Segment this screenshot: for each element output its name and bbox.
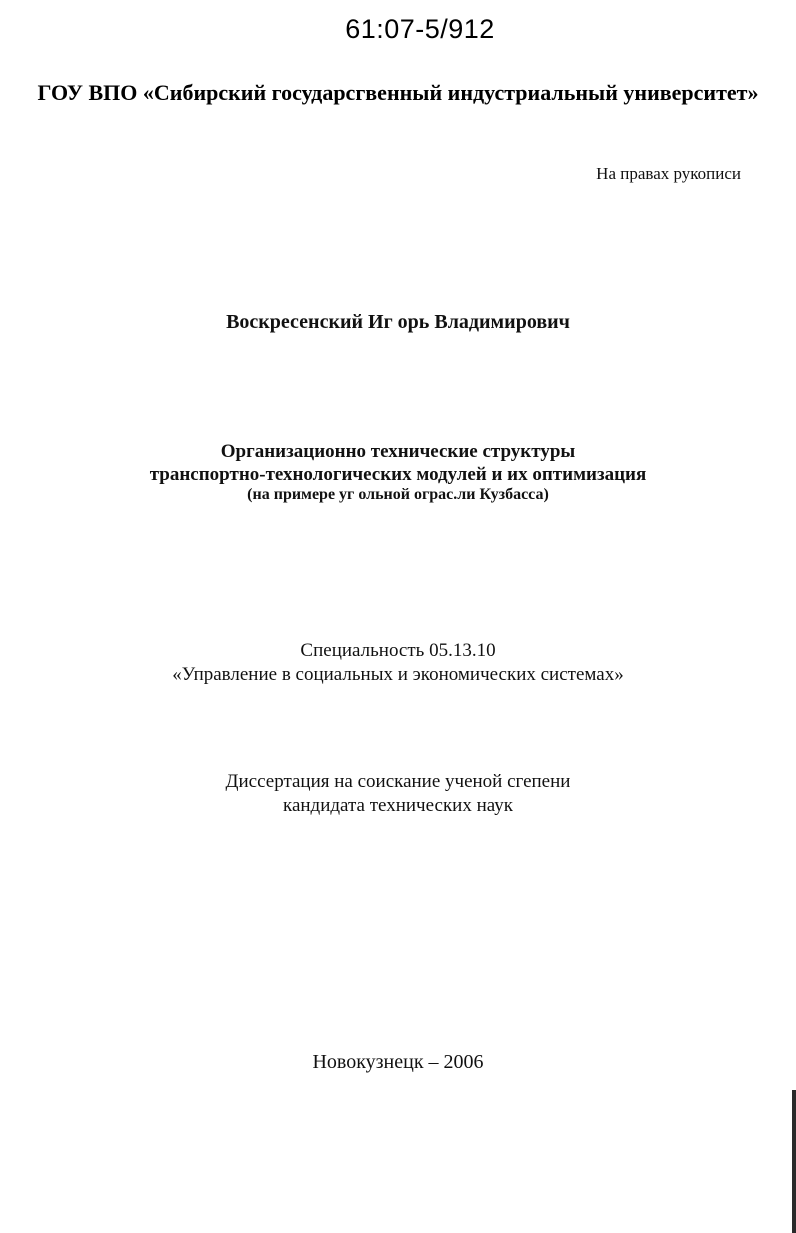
specialty-code: Специальность 05.13.10 xyxy=(300,640,496,661)
institution-name: ГОУ ВПО «Сибирский государсгвенный индустриальный университет» xyxy=(37,80,759,105)
author-name: Воскресенский Иг орь Владимирович xyxy=(226,311,570,333)
dissertation-title-line-3: (на примере уг ольной ограс.ли Кузбасса) xyxy=(247,486,549,503)
dissertation-title-line-1: Организационно технические структуры xyxy=(220,441,576,462)
manuscript-note: На правах рукописи xyxy=(596,164,741,183)
archive-code: 61:07-5/912 xyxy=(345,14,495,44)
specialty-name: «Управление в социальных и экономических системах» xyxy=(172,664,624,685)
dissertation-title-line-2: транспортно-технологических модулей и их оптимизация xyxy=(149,464,647,485)
city-year: Новокузнецк – 2006 xyxy=(312,1051,484,1073)
scan-edge-mark xyxy=(792,1090,796,1233)
degree-line-1: Диссертация на соискание ученой сгепени xyxy=(225,771,571,792)
degree-line-2: кандидата технических наук xyxy=(283,795,513,816)
